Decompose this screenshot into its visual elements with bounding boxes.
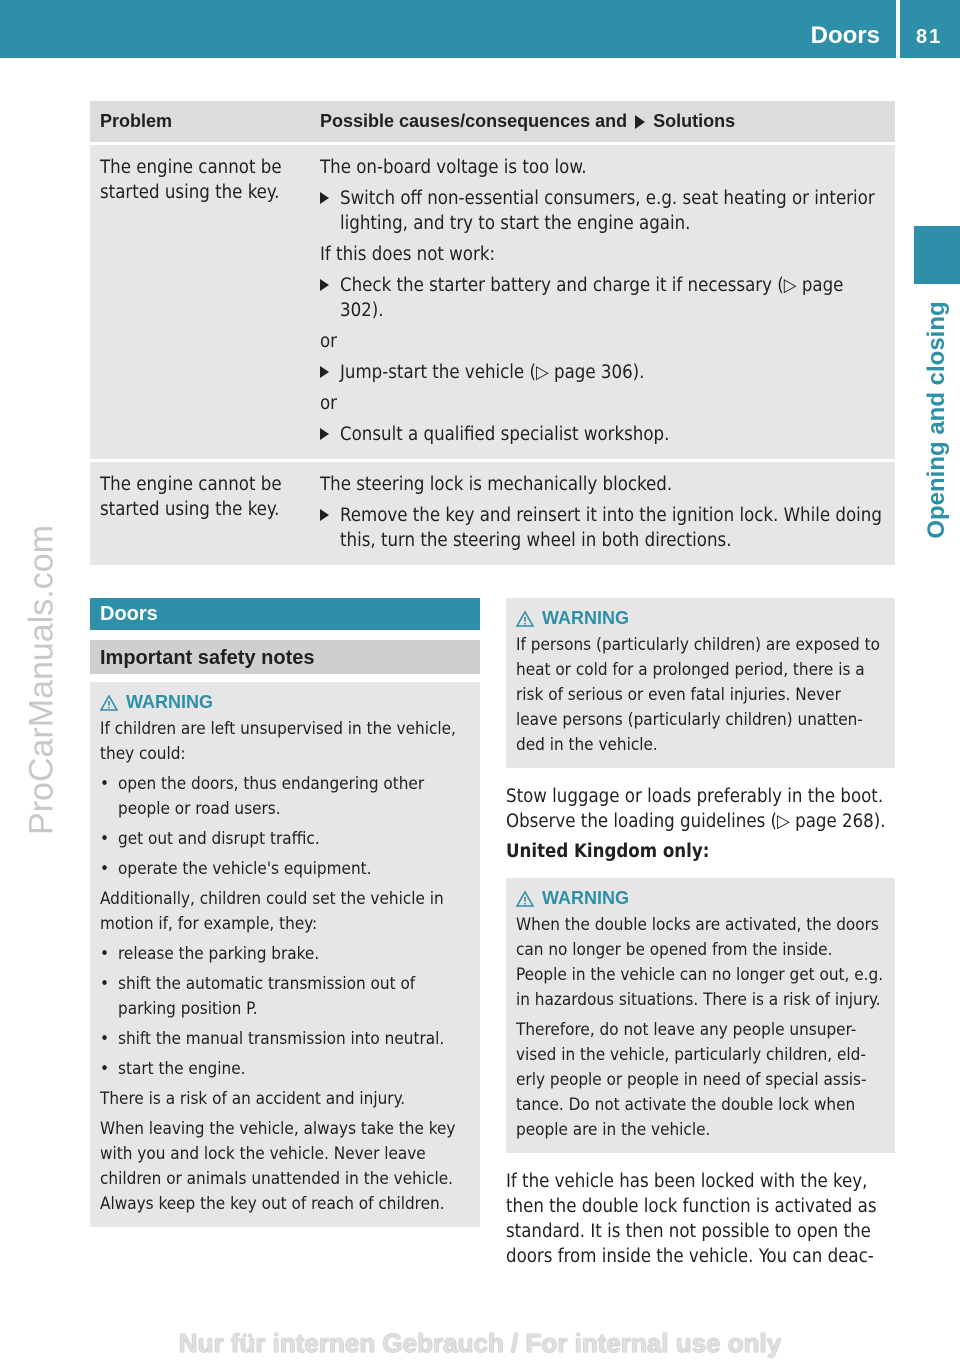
solution-cell [310,145,895,459]
right-column [506,598,895,1269]
or-text: or [320,393,338,414]
list-item [100,1057,470,1082]
warning-advice-text: When leaving the vehicle, always take the key with you and lock the vehicle. Never leave children or animals unattended in the vehicle. Always keep the key out of reach of children. [100,1119,456,1214]
list-item [100,772,470,822]
warning-label: WARNING [542,888,629,908]
left-column [90,598,480,1227]
step-item [320,422,885,447]
header-divider [896,0,900,58]
list-item-text: get out and disrupt traffic. [118,829,320,849]
subsection-heading: Important safety notes [90,640,480,674]
action-arrow-icon [320,509,329,521]
side-section-label: Opening and closing [923,301,950,539]
list-item-text: release the parking brake. [118,944,320,964]
warning-label: WARNING [542,608,629,628]
list-item [100,1027,470,1052]
side-watermark: ProCarManuals.com [22,525,61,835]
bottom-watermark-text: Nur für internen Gebrauch / For internal use only [178,1328,782,1358]
section-heading: Doors [90,598,480,630]
warning-mid-text: Additionally, children could set the vehicle in motion if, for example, they: [100,889,444,934]
warning-triangle-icon [516,891,534,907]
list-item-text: operate the vehicle's equipment. [118,859,372,879]
warning-box [90,682,480,1227]
warning-box [506,598,895,768]
bullet-icon: • [100,944,110,964]
bullet-icon: • [100,829,110,849]
warning-triangle-icon [516,611,534,627]
step-item [320,273,885,323]
or-text: or [320,331,338,352]
action-arrow-icon [635,115,645,129]
problem-cell: The engine cannot be started using the key. [90,462,310,565]
bullet-icon: • [100,1029,110,1049]
warning-header [100,690,470,715]
step-text: Switch off non-essential consumers, e.g. seat heating or interior lighting, and try to start the engine again. [340,188,875,234]
uk-only-heading: United Kingdom only: [506,841,710,862]
step-text: Consult a qualified specialist workshop. [340,424,670,445]
action-arrow-icon [320,279,329,291]
step-item [320,360,885,385]
list-item-text: shift the automatic transmission out of parking position P. [118,974,416,1019]
step-text: Jump-start the vehicle (▷ page 306). [340,362,645,383]
table-row [90,145,895,459]
column-header-solutions [310,101,895,142]
warning-header [516,606,885,631]
action-arrow-icon [320,192,329,204]
closing-paragraph: If the vehicle has been locked with the key, then the double lock function is activated as standard. It is then not possible to open the doors from inside the vehicle. You can deac- [506,1171,877,1267]
cause-text: The steering lock is mechanically blocked. [320,474,673,495]
warning-intro: If children are left unsupervised in the vehicle, they could: [100,719,456,764]
solutions-label: Solutions [653,111,736,131]
bullet-icon: • [100,1059,110,1079]
side-tab-marker [914,226,960,284]
action-arrow-icon [320,366,329,378]
problem-cell: The engine cannot be started using the key. [90,145,310,459]
warning-text: If persons (particularly children) are exposed to heat or cold for a prolonged period, there is a risk of serious or even fatal injuries. Never leave persons (particularly children) unatten-ded in the vehicle. [516,635,880,755]
list-item [100,827,470,852]
column-header-problem: Problem [90,101,310,142]
list-item-text: open the doors, thus endangering other people or road users. [118,774,425,819]
solution-cell [310,462,895,565]
causes-label: Possible causes/consequences and [320,111,628,131]
action-arrow-icon [320,428,329,440]
table-row [90,462,895,565]
step-text: Check the starter battery and charge it if necessary (▷ page 302). [340,275,844,321]
warning-risk-text: There is a risk of an accident and injury. [100,1089,406,1109]
bullet-icon: • [100,974,110,994]
header-section-title: Doors [810,22,880,49]
warning-label: WARNING [126,692,213,712]
fallback-text: If this does not work: [320,244,496,265]
list-item [100,942,470,967]
cause-text: The on-board voltage is too low. [320,157,587,178]
warning-box [506,878,895,1153]
warning-text: Therefore, do not leave any people unsuper-vised in the vehicle, particularly children, eld-erly people or people in need of special assis-tance. Do not activate the double lock when people are in the vehicle. [516,1020,867,1140]
bottom-watermark [0,1328,960,1359]
list-item [100,972,470,1022]
warning-text: When the double locks are activated, the doors can no longer be opened from the inside. People in the vehicle can no longer get out, e.g. in hazardous situations. There is a risk of injury. [516,915,884,1010]
warning-triangle-icon [100,695,118,711]
troubleshooting-table [90,98,895,568]
list-item [100,857,470,882]
list-item-text: start the engine. [118,1059,246,1079]
bullet-icon: • [100,859,110,879]
warning-header [516,886,885,911]
bullet-icon: • [100,774,110,794]
page-number: 81 [916,26,943,48]
step-item [320,503,885,553]
stow-paragraph: Stow luggage or loads preferably in the boot. Observe the loading guidelines (▷ page 268). [506,786,886,832]
step-item [320,186,885,236]
step-text: Remove the key and reinsert it into the ignition lock. While doing this, turn the steering wheel in both directions. [340,505,882,551]
table-header-row [90,101,895,142]
list-item-text: shift the manual transmission into neutral. [118,1029,445,1049]
